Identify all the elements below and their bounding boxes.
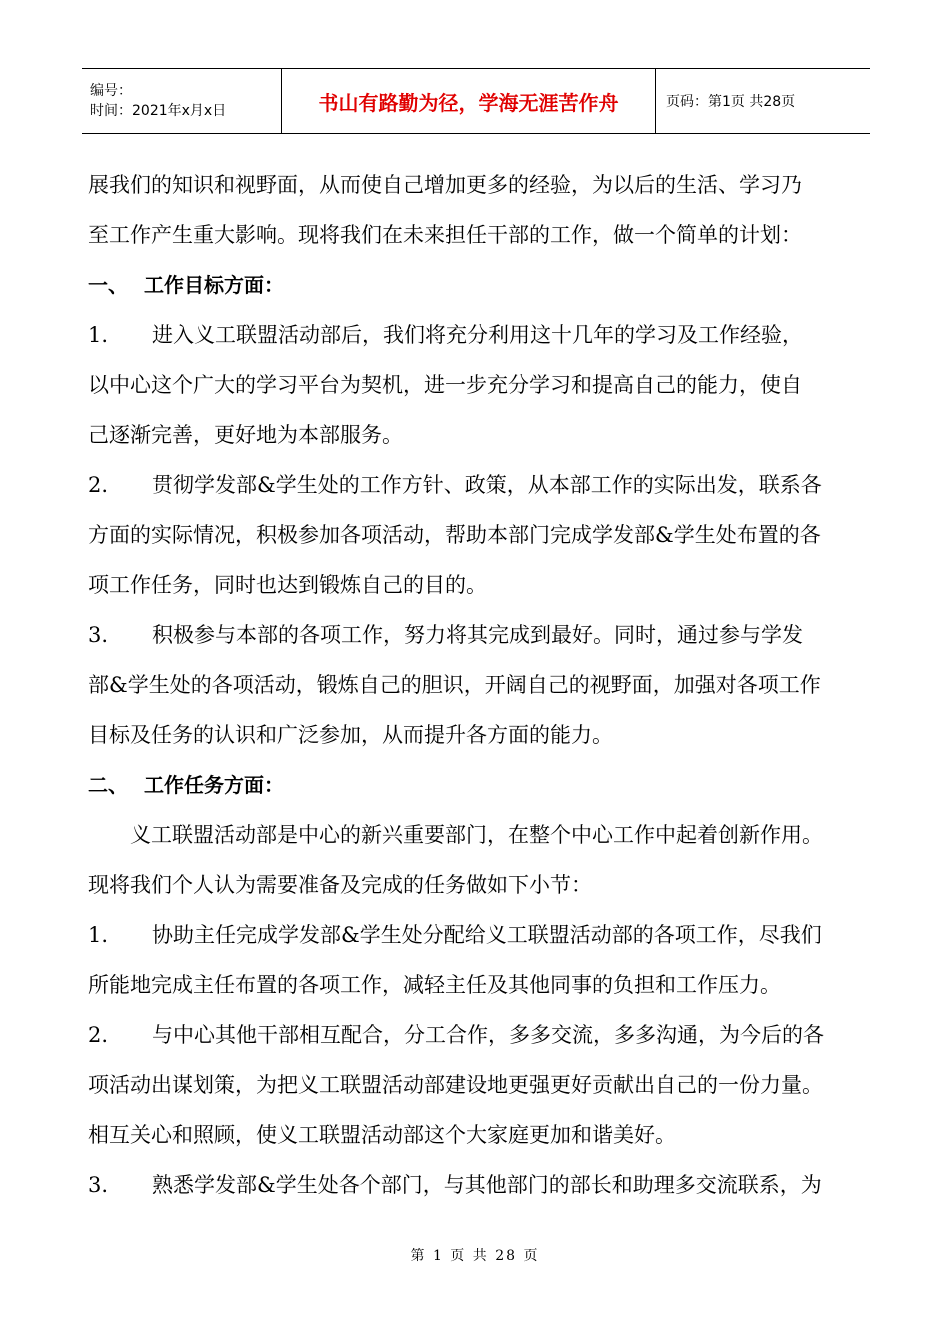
list-item-line: 相互关心和照顾，使义工联盟活动部这个大家庭更加和谐美好。 bbox=[88, 1123, 676, 1147]
intro-line: 至工作产生重大影响。现将我们在未来担任干部的工作，做一个简单的计划： bbox=[88, 223, 802, 247]
item-number: 3. bbox=[88, 1173, 109, 1197]
page-header bbox=[82, 68, 870, 134]
section-number: 一、 bbox=[88, 273, 128, 297]
list-item-line bbox=[88, 1010, 878, 1060]
date-label: 时间：2021年x月x日 bbox=[90, 103, 227, 119]
list-item-line bbox=[88, 460, 878, 510]
serial-label: 编号： bbox=[90, 83, 132, 99]
item-text: 贯彻学发部&学生处的工作方针、政策，从本部工作的实际出发，联系各 bbox=[152, 473, 822, 497]
header-meta bbox=[82, 69, 282, 133]
item-number: 1. bbox=[88, 323, 109, 347]
item-text: 进入义工联盟活动部后，我们将充分利用这十几年的学习及工作经验， bbox=[152, 323, 803, 347]
intro-line: 展我们的知识和视野面，从而使自己增加更多的经验，为以后的生活、学习乃 bbox=[88, 173, 802, 197]
section-heading bbox=[88, 260, 878, 310]
list-item-line: 以中心这个广大的学习平台为契机，进一步充分学习和提高自己的能力，使自 bbox=[88, 373, 802, 397]
item-text: 与中心其他干部相互配合，分工合作，多多交流，多多沟通，为今后的各 bbox=[152, 1023, 824, 1047]
list-item-line: 所能地完成主任布置的各项工作，减轻主任及其他同事的负担和工作压力。 bbox=[88, 973, 781, 997]
section-heading bbox=[88, 760, 878, 810]
list-item-line: 目标及任务的认识和广泛参加，从而提升各方面的能力。 bbox=[88, 723, 613, 747]
page-footer: 第 1 页 共 28 页 bbox=[410, 1248, 540, 1264]
section-title: 工作目标方面： bbox=[144, 273, 284, 297]
section-number: 二、 bbox=[88, 773, 128, 797]
item-text: 熟悉学发部&学生处各个部门，与其他部门的部长和助理多交流联系，为 bbox=[152, 1173, 822, 1197]
list-item-line: 方面的实际情况，积极参加各项活动，帮助本部门完成学发部&学生处布置的各 bbox=[88, 523, 821, 547]
list-item-line: 部&学生处的各项活动，锻炼自己的胆识，开阔自己的视野面，加强对各项工作 bbox=[88, 673, 821, 697]
item-text: 协助主任完成学发部&学生处分配给义工联盟活动部的各项工作，尽我们 bbox=[152, 923, 822, 947]
item-number: 3. bbox=[88, 623, 109, 647]
paragraph-line: 现将我们个人认为需要准备及完成的任务做如下小节： bbox=[88, 873, 592, 897]
item-number: 2. bbox=[88, 1023, 109, 1047]
item-number: 2. bbox=[88, 473, 109, 497]
list-item-line bbox=[88, 910, 878, 960]
document-body bbox=[88, 160, 878, 1210]
list-item-line bbox=[88, 310, 878, 360]
header-page-info bbox=[656, 69, 870, 133]
item-text: 积极参与本部的各项工作，努力将其完成到最好。同时，通过参与学发 bbox=[152, 623, 803, 647]
list-item-line: 项活动出谋划策，为把义工联盟活动部建设地更强更好贡献出自己的一份力量。 bbox=[88, 1073, 823, 1097]
list-item-line bbox=[88, 610, 878, 660]
page-info-text: 页码：第1页 共28页 bbox=[666, 94, 796, 110]
list-item-line bbox=[88, 1160, 878, 1210]
section-title: 工作任务方面： bbox=[144, 773, 284, 797]
item-number: 1. bbox=[88, 923, 109, 947]
header-motto bbox=[282, 69, 656, 133]
paragraph-line: 义工联盟活动部是中心的新兴重要部门，在整个中心工作中起着创新作用。 bbox=[130, 823, 823, 847]
motto-text: 书山有路勤为径，学海无涯苦作舟 bbox=[318, 90, 619, 115]
list-item-line: 己逐渐完善，更好地为本部服务。 bbox=[88, 423, 403, 447]
list-item-line: 项工作任务，同时也达到锻炼自己的目的。 bbox=[88, 573, 487, 597]
